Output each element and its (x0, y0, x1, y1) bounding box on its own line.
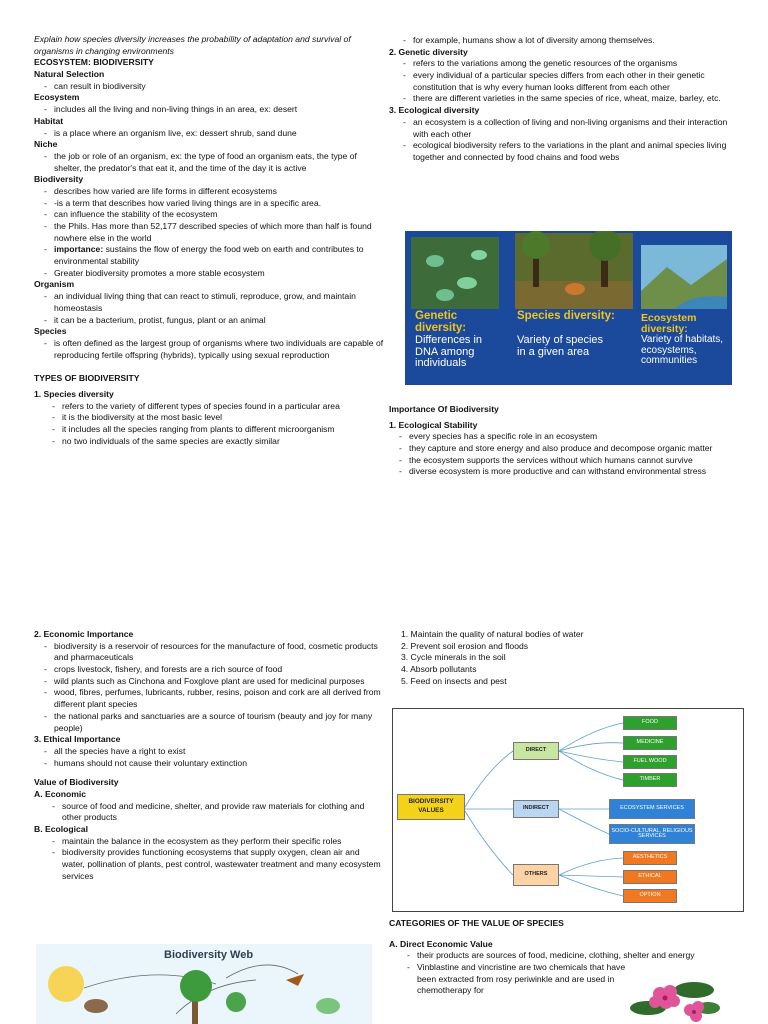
list-item: - wild plants such as Cinchona and Foxglove plant are used for medicinal purposes (44, 676, 384, 688)
ecosystem-services-list (389, 629, 739, 687)
heading-direct-economic-value: A. Direct Economic Value (389, 938, 493, 949)
heading-ecosystem: Ecosystem (34, 92, 80, 103)
list-item: - it can be a bacterium, protist, fungus, plant or an animal (44, 315, 384, 327)
list-item: - for example, humans show a lot of diversity among themselves. (403, 35, 739, 47)
economic-importance-list (34, 641, 384, 735)
heading-niche: Niche (34, 139, 58, 150)
list-item: - there are different varieties in the same species of rice, wheat, maize, barley, etc. (403, 93, 739, 105)
genetic-diversity-list (389, 58, 739, 105)
lead-question: Explain how species diversity increases the probability of adaptation and survival of organisms in changing environments (34, 34, 351, 56)
list-item: 3. Cycle minerals in the soil (401, 652, 506, 663)
biodiversity-values-diagram (392, 708, 744, 912)
node-socio-cultural-services: SOCIO-CULTURAL, RELIGIOUS SERVICES (609, 824, 695, 844)
list-item: - Vinblastine and vincristine are two chemicals that have been extracted from rosy periwinkle and are used in chemotherapy for (407, 962, 627, 997)
list-item: - crops livestock, fishery, and forests are a rich source of food (44, 664, 384, 676)
ecosystem-diversity-heading: Ecosystem diversity: (641, 312, 697, 336)
node-direct: DIRECT (513, 742, 559, 760)
species-diversity-heading: Species diversity: (517, 310, 615, 322)
species-diversity-continued (389, 35, 739, 47)
list-item: - every species has a specific role in an ecosystem (399, 431, 739, 443)
biodiversity-web-title: Biodiversity Web (164, 949, 254, 961)
list-item: - they capture and store energy and also produce and decompose organic matter (399, 443, 739, 455)
list-item: - an individual living thing that can react to stimuli, reproduce, grow, and maintain homeostasis (44, 291, 384, 314)
importance-title: Importance Of Biodiversity (389, 404, 499, 414)
list-item: - the ecosystem supports the services without which humans cannot survive (399, 455, 739, 467)
species-diversity-list (34, 401, 384, 448)
ecosystem-diversity-text: Variety of habitats, ecosystems, communities (641, 334, 724, 366)
rosy-periwinkle-image (624, 972, 720, 1024)
left-column-top (34, 34, 384, 447)
heading-habitat: Habitat (34, 115, 64, 126)
organism-list (34, 291, 384, 326)
heading-economic-importance: 2. Economic Importance (34, 629, 134, 639)
list-item: - every individual of a particular species differs from each other in their genetic constitution that is why every human looks different from each other (403, 70, 739, 93)
node-others: OTHERS (513, 864, 559, 886)
importance-text: sustains the flow of energy the food web on earth and contributes to environmental stability (54, 244, 364, 267)
list-item: - an ecosystem is a collection of living and non-living organisms and their interaction with each other (403, 117, 739, 140)
biodiversity-web-image (36, 944, 372, 1024)
list-item: - refers to the variations among the genetic resources of the organisms (403, 58, 739, 70)
right-column-top (389, 35, 739, 164)
species-list (34, 338, 384, 361)
list-item: - is often defined as the largest group of organisms where two individuals are capable of reproducing fertile offspring (hybrids), typically using sexual reproduction (44, 338, 384, 361)
natural-selection-list (34, 81, 384, 93)
heading-genetic-diversity: 2. Genetic diversity (389, 46, 468, 57)
node-aesthetics: AESTHETICS (623, 851, 677, 865)
food-web-illustration (36, 944, 372, 1024)
numbered-list (389, 629, 739, 687)
list-item: - humans should not cause their voluntary extinction (44, 758, 384, 770)
importance-section (389, 404, 739, 478)
list-item: 1. Maintain the quality of natural bodies of water (401, 629, 584, 639)
ecological-diversity-list (389, 117, 739, 164)
list-item: - the job or role of an organism, ex: the type of food an organism eats, the type of shelter, the predator's that eat it, and the time of the day it is active (44, 151, 384, 174)
list-item: 5. Feed on insects and pest (401, 675, 507, 686)
diversity-infographic (405, 231, 732, 385)
heading-ecological-stability: 1. Ecological Stability (389, 419, 478, 430)
heading-biodiversity: Biodiversity (34, 174, 84, 185)
node-indirect: INDIRECT (513, 800, 559, 818)
list-item: - is a place where an organism live, ex: dessert shrub, sand dune (44, 128, 384, 140)
economic-value-list (34, 801, 384, 824)
node-medicine: MEDICINE (623, 736, 677, 750)
list-item: - describes how varied are life forms in different ecosystems (44, 186, 384, 198)
list-item: - Greater biodiversity promotes a more stable ecosystem (44, 268, 384, 280)
node-option: OPTION (623, 889, 677, 903)
habitat-list (34, 128, 384, 140)
node-ethical: ETHICAL (623, 870, 677, 884)
list-item: - all the species have a right to exist (44, 746, 384, 758)
node-ecosystem-services: ECOSYSTEM SERVICES (609, 799, 695, 819)
list-item: - no two individuals of the same species are exactly similar (52, 436, 384, 448)
node-food: FOOD (623, 716, 677, 730)
niche-list (34, 151, 384, 174)
heading-natural-selection: Natural Selection (34, 69, 105, 80)
list-item: - it includes all the species ranging from plants to different microorganism (52, 424, 384, 436)
list-item: - their products are sources of food, medicine, clothing, shelter and energy (407, 950, 739, 962)
list-item: 2. Prevent soil erosion and floods (401, 640, 529, 651)
root-node-biodiversity-values: BIODIVERSITY VALUES (397, 794, 465, 820)
species-diversity-text: Variety of species in a given area (517, 334, 604, 358)
categories-title: CATEGORIES OF THE VALUE OF SPECIES (389, 918, 564, 928)
list-item: - includes all the living and non-living things in an area, ex: desert (44, 104, 384, 116)
importance-label: importance: (54, 244, 104, 255)
list-item: - it is the biodiversity at the most basic level (52, 412, 384, 424)
left-column-bottom (34, 629, 384, 882)
list-item: - biodiversity provides functioning ecosystems that supply oxygen, clean air and water, pollination of plants, pest control, wastewater treatment and many ecosystem services (52, 847, 384, 882)
heading-species-diversity: 1. Species diversity (34, 388, 114, 399)
list-item-importance (44, 244, 384, 267)
genetic-diversity-heading: Genetic diversity: (415, 310, 467, 335)
list-item: - source of food and medicine, shelter, and provide raw materials for clothing and other products (52, 801, 384, 824)
ethical-importance-list (34, 746, 384, 769)
heading-ecological-diversity: 3. Ecological diversity (389, 105, 480, 116)
heading-organism: Organism (34, 279, 75, 290)
list-item: 4. Absorb pollutants (401, 664, 477, 675)
list-item: - refers to the variety of different types of species found in a particular area (52, 401, 384, 413)
list-item: - ecological biodiversity refers to the variations in the plant and animal species living together and connected by food chains and food webs (403, 140, 739, 163)
heading-ecological-value: B. Ecological (34, 824, 88, 834)
heading-ethical-importance: 3. Ethical Importance (34, 734, 121, 745)
ecological-value-list (34, 836, 384, 883)
types-title: TYPES OF BIODIVERSITY (34, 373, 140, 384)
value-of-biodiversity-title: Value of Biodiversity (34, 777, 119, 788)
list-item: - maintain the balance in the ecosystem as they perform their specific roles (52, 836, 384, 848)
list-item: - diverse ecosystem is more productive and can withstand environmental stress (399, 466, 739, 478)
heading-economic-value: A. Economic (34, 788, 87, 799)
list-item: - biodiversity is a reservoir of resources for the manufacture of food, cosmetic products and pharmaceuticals (44, 641, 384, 664)
ecosystem-list (34, 104, 384, 116)
node-fuel-wood: FUEL WOOD (623, 755, 677, 769)
section-title: ECOSYSTEM: BIODIVERSITY (34, 57, 154, 68)
list-item: - wood, fibres, perfumes, lubricants, rubber, resins, poison and cork are all derived from different plant species (44, 687, 384, 710)
list-item: - can influence the stability of the ecosystem (44, 209, 384, 221)
list-item: - -is a term that describes how varied living things are in a specific area. (44, 198, 384, 210)
list-item: - the Phils. Has more than 52,177 described species of which more than half is found nowhere else in the world (44, 221, 384, 244)
ecological-stability-list (389, 431, 739, 478)
list-item: - the national parks and sanctuaries are a source of tourism (beauty and joy for many people) (44, 711, 384, 734)
biodiversity-list (34, 186, 384, 280)
genetic-diversity-text: Differences in DNA among individuals (415, 334, 483, 370)
node-timber: TIMBER (623, 773, 677, 787)
list-item: - can result in biodiversity (44, 81, 384, 93)
heading-species: Species (34, 326, 67, 337)
